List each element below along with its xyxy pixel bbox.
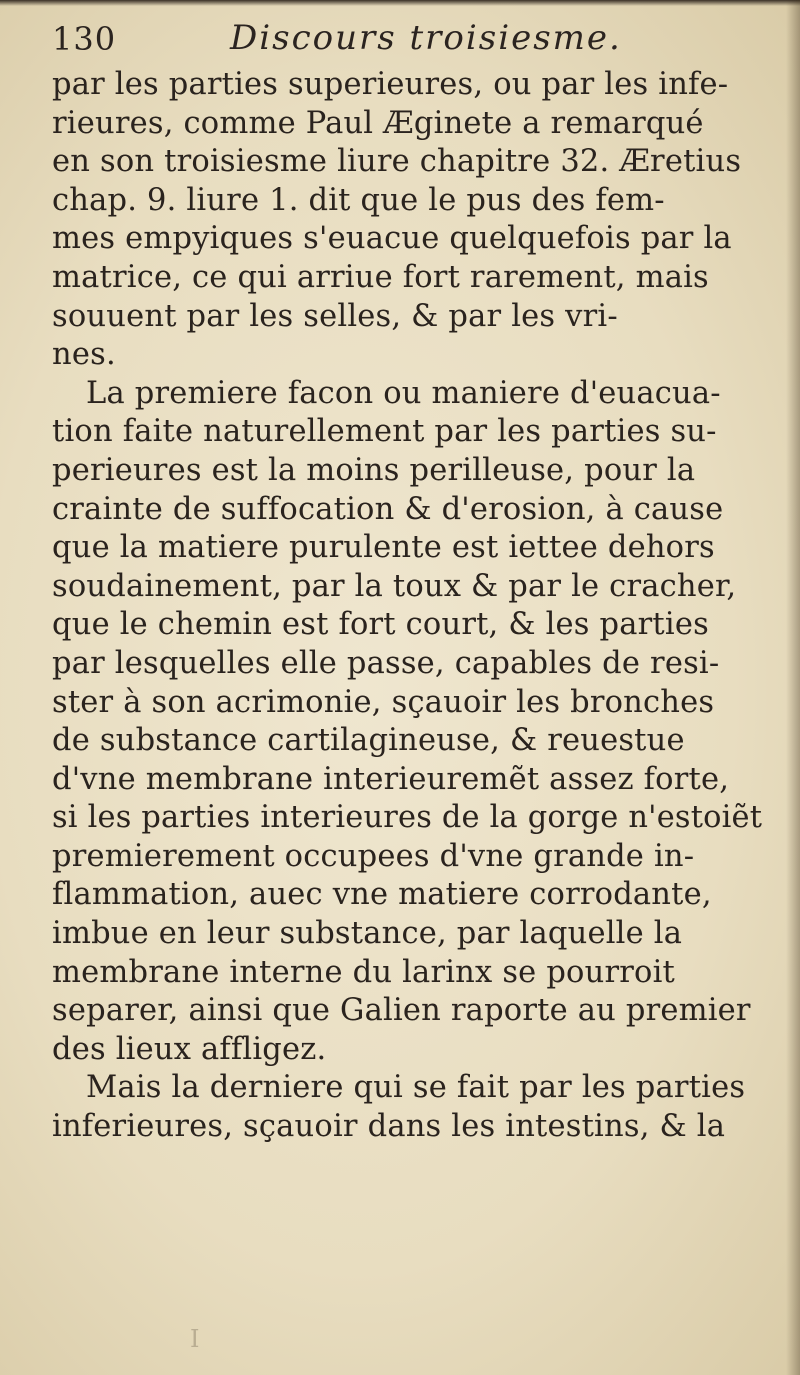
text-line: membrane interne du larinx se pourroit xyxy=(52,954,675,990)
running-head: Discours troisiesme. xyxy=(230,18,622,58)
text-line: inferieures, sçauoir dans les intestins, & la xyxy=(52,1109,726,1145)
text-line: si les parties interieures de la gorge n'estoiẽt xyxy=(52,800,763,836)
text-line: Mais la derniere qui se fait par les parties xyxy=(86,1070,746,1106)
text-line: imbue en leur substance, par laquelle la xyxy=(52,916,683,952)
page-top-shadow xyxy=(0,0,800,6)
text-line: par les parties superieures, ou par les infe- xyxy=(52,67,729,102)
page-header xyxy=(52,16,752,64)
text-line: souuent par les selles, & par les vri- xyxy=(52,298,618,334)
text-line: que la matiere purulente est iettee dehors xyxy=(52,530,715,566)
text-line: nes. xyxy=(52,337,116,373)
text-line: par lesquelles elle passe, capables de resi- xyxy=(52,645,720,681)
catchword: I xyxy=(190,1325,200,1353)
text-line: perieures est la moins perilleuse, pour la xyxy=(52,452,696,488)
body-text xyxy=(52,66,762,1147)
text-line: de substance cartilagineuse, & reuestue xyxy=(52,723,685,759)
text-line: d'vne membrane interieuremẽt assez forte, xyxy=(52,761,730,797)
text-line: flammation, auec vne matiere corrodante, xyxy=(52,877,712,913)
text-line: chap. 9. liure 1. dit que le pus des fem- xyxy=(52,182,665,218)
text-line: que le chemin est fort court, & les parties xyxy=(52,607,709,643)
text-line: mes empyiques s'euacue quelquefois par la xyxy=(52,221,732,257)
text-line: rieures, comme Paul Æginete a remarqué xyxy=(52,105,704,141)
text-line: separer, ainsi que Galien raporte au premier xyxy=(52,993,751,1029)
page-number: 130 xyxy=(52,20,117,58)
text-line: crainte de suffocation & d'erosion, à cause xyxy=(52,491,724,527)
text-line: premierement occupees d'vne grande in- xyxy=(52,838,695,874)
text-line: en son troisiesme liure chapitre 32. Æretius xyxy=(52,144,742,180)
text-line: tion faite naturellement par les parties su- xyxy=(52,414,717,450)
text-line: matrice, ce qui arriue fort rarement, mais xyxy=(52,259,709,295)
text-line: des lieux affligez. xyxy=(52,1031,327,1067)
page-edge-shadow xyxy=(786,0,800,1375)
text-line: La premiere facon ou maniere d'euacua- xyxy=(86,375,721,411)
text-line: ster à son acrimonie, sçauoir les bronches xyxy=(52,684,715,720)
text-line: soudainement, par la toux & par le cracher, xyxy=(52,568,737,604)
